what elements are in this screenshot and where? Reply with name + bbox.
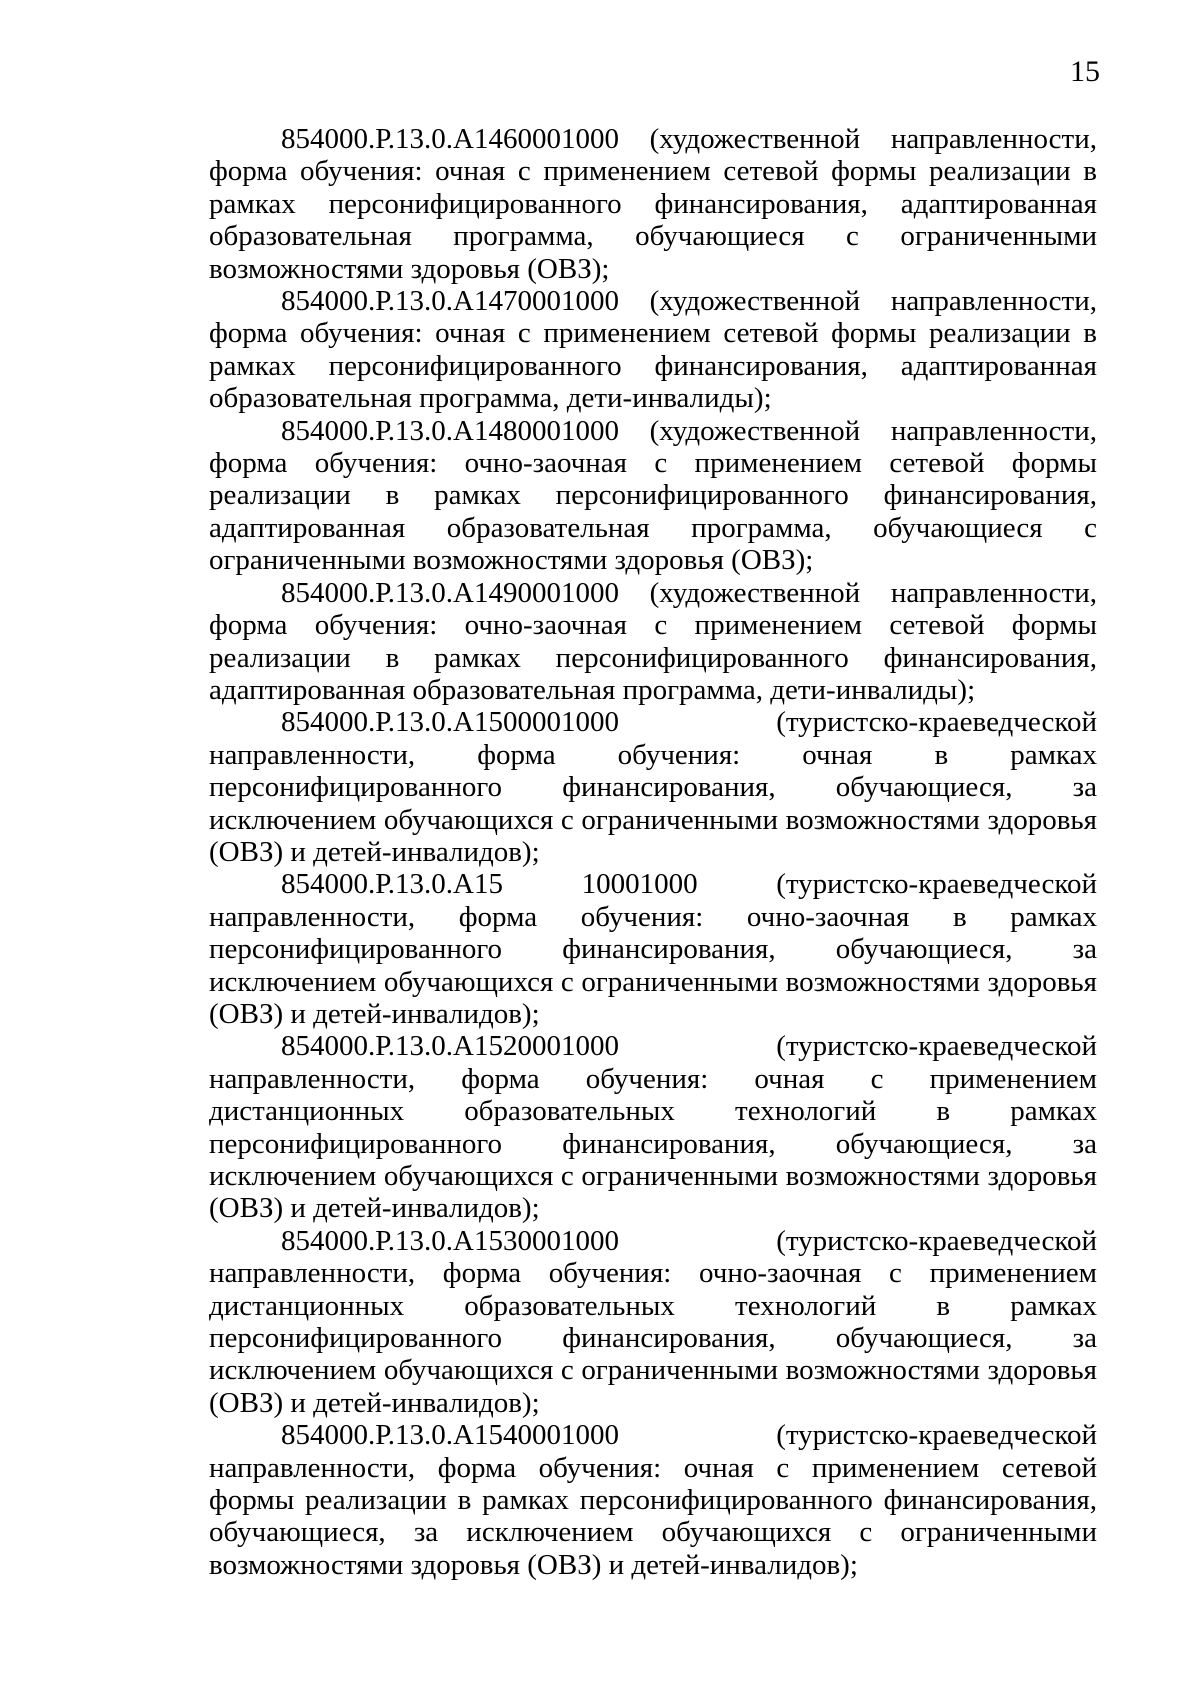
paragraph-3: 854000.Р.13.0.А1480001000 (художественной направленности, форма обучения: очно-заочная с применением сетевой формы реализации в рамках персонифицированного финансирования, адаптированная образовательная программа, обучающиеся с ограниченными возможностями здоровья (ОВЗ); (209, 414, 1097, 577)
page-number: 15 (1070, 55, 1100, 88)
paragraph-9: 854000.Р.13.0.А1540001000 (туристско-краеведческой направленности, форма обучения: очная с применением сетевой формы реализации в рамках персонифицированного финансирования, обучающиеся, за исключением обучающихся с ограниченными возможностями здоровья (ОВЗ) и детей-инвалидов); (209, 1419, 1097, 1581)
document-body (209, 123, 1097, 1581)
paragraph-8: 854000.Р.13.0.А1530001000 (туристско-краеведческой направленности, форма обучения: очно-заочная с применением дистанционных образовательных технологий в рамках персонифицированного финансирования, обучающиеся, за исключением обучающихся с ограниченными возможностями здоровья (ОВЗ) и детей-инвалидов); (209, 1224, 1097, 1419)
paragraph-7: 854000.Р.13.0.А1520001000 (туристско-краеведческой направленности, форма обучения: очная с применением дистанционных образовательных технологий в рамках персонифицированного финансирования, обучающиеся, за исключением обучающихся с ограниченными возможностями здоровья (ОВЗ) и детей-инвалидов); (209, 1030, 1097, 1225)
paragraph-1: 854000.Р.13.0.А1460001000 (художественной направленности, форма обучения: очная с применением сетевой формы реализации в рамках персонифицированного финансирования, адаптированная образовательная программа, обучающиеся с ограниченными возможностями здоровья (ОВЗ); (209, 123, 1097, 285)
paragraph-2: 854000.Р.13.0.А1470001000 (художественной направленности, форма обучения: очная с применением сетевой формы реализации в рамках персонифицированного финансирования, адаптированная образовательная программа, дети-инвалиды); (209, 285, 1097, 415)
paragraph-5: 854000.Р.13.0.А1500001000 (туристско-краеведческой направленности, форма обучения: очная в рамках персонифицированного финансирования, обучающиеся, за исключением обучающихся с ограниченными возможностями здоровья (ОВЗ) и детей-инвалидов); (209, 706, 1097, 868)
paragraph-6: 854000.Р.13.0.А15 10001000 (туристско-краеведческой направленности, форма обучения: очно-заочная в рамках персонифицированного финансирования, обучающиеся, за исключением обучающихся с ограниченными возможностями здоровья (ОВЗ) и детей-инвалидов); (209, 868, 1097, 1030)
paragraph-4: 854000.Р.13.0.А1490001000 (художественной направленности, форма обучения: очно-заочная с применением сетевой формы реализации в рамках персонифицированного финансирования, адаптированная образовательная программа, дети-инвалиды); (209, 576, 1097, 706)
